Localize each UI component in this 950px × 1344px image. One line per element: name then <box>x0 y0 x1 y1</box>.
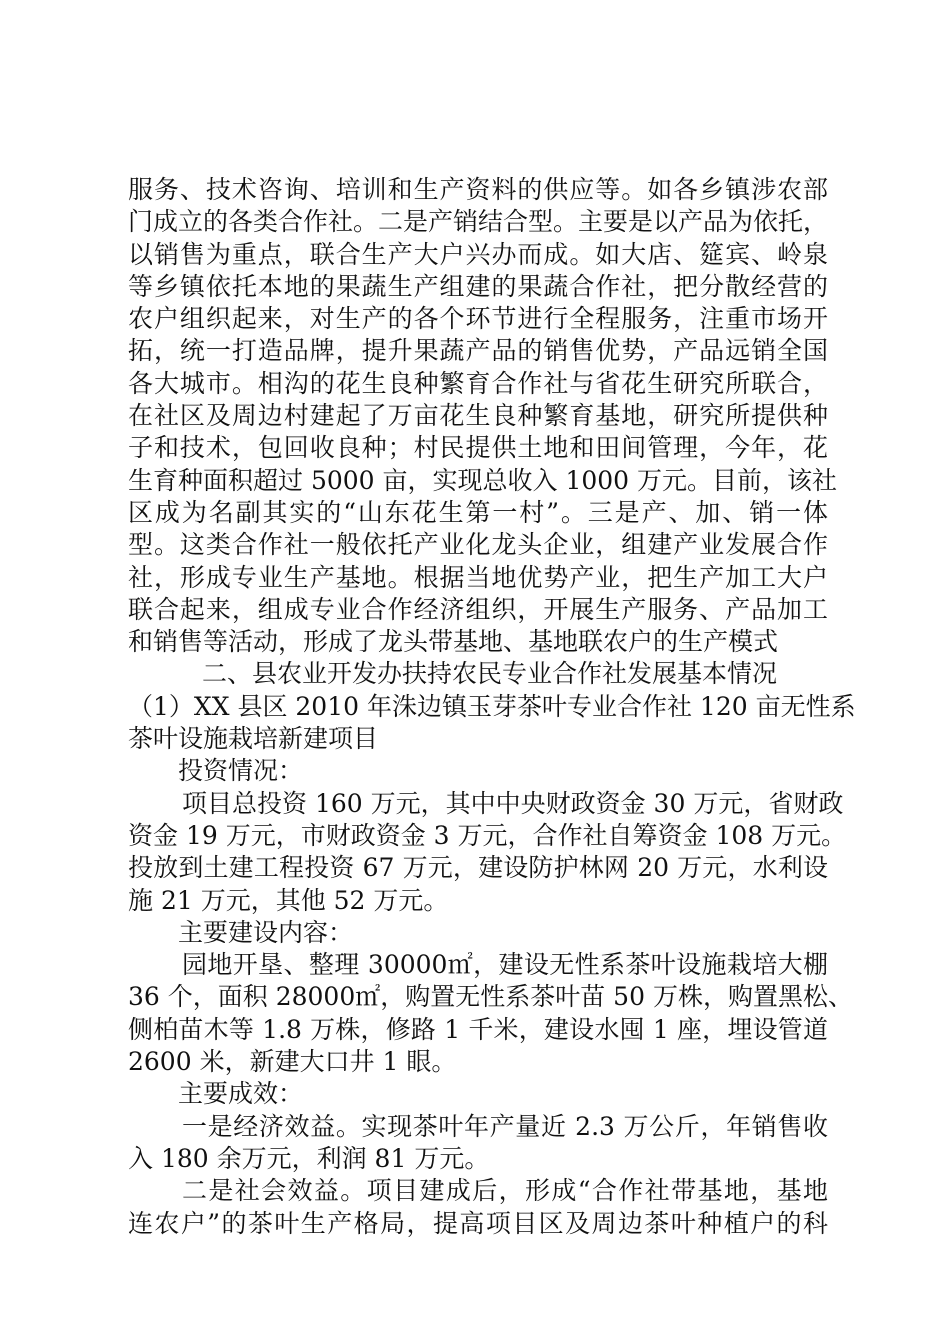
text-line: 子和技术，包回收良种；村民提供土地和田间管理，今年，花 <box>128 433 828 463</box>
text-line: 区成为名副其实的“山东花生第一村”。三是产、加、销一体 <box>128 497 828 527</box>
text-line: 二是社会效益。项目建成后，形成“合作社带基地，基地 <box>182 1176 828 1206</box>
text-line: 在社区及周边村建起了万亩花生良种繁育基地，研究所提供种 <box>128 401 828 431</box>
text-line: 以销售为重点，联合生产大户兴办而成。如大店、筵宾、岭泉 <box>128 239 828 269</box>
text-line: 生育种面积超过 5000 亩，实现总收入 1000 万元。目前，该社 <box>128 465 838 495</box>
text-line: 资金 19 万元，市财政资金 3 万元，合作社自筹资金 108 万元。 <box>128 820 847 850</box>
text-line: 农户组织起来，对生产的各个环节进行全程服务，注重市场开 <box>128 304 828 334</box>
text-line: 二、县农业开发办扶持农民专业合作社发展基本情况 <box>202 659 778 689</box>
text-line: 2600 米，新建大口井 1 眼。 <box>128 1047 457 1077</box>
text-line: 拓，统一打造品牌，提升果蔬产品的销售优势，产品远销全国 <box>128 336 828 366</box>
text-line: 36 个，面积 28000㎡，购置无性系茶叶苗 50 万株，购置黑松、 <box>128 982 853 1012</box>
text-line: 各大城市。相沟的花生良种繁育合作社与省花生研究所联合， <box>128 368 828 398</box>
text-line: 项目总投资 160 万元，其中中央财政资金 30 万元，省财政 <box>182 788 844 818</box>
text-line: 入 180 余万元，利润 81 万元。 <box>128 1143 490 1173</box>
text-line: 服务、技术咨询、培训和生产资料的供应等。如各乡镇涉农部 <box>128 175 828 204</box>
text-line: 主要建设内容： <box>178 917 354 947</box>
text-line: 社，形成专业生产基地。根据当地优势产业，把生产加工大户 <box>128 562 828 592</box>
text-line: 型。这类合作社一般依托产业化龙头企业，组建产业发展合作 <box>128 530 828 560</box>
text-line: 茶叶设施栽培新建项目 <box>128 724 379 754</box>
text-line: 主要成效： <box>178 1079 304 1109</box>
text-line: （1）XX 县区 2010 年洙边镇玉芽茶叶专业合作社 120 亩无性系 <box>128 691 856 721</box>
text-line: 和销售等活动，形成了龙头带基地、基地联农户的生产模式 <box>128 627 779 657</box>
text-line: 投资情况： <box>178 756 304 786</box>
document-body <box>128 174 856 1240</box>
text-line: 园地开垦、整理 30000㎡，建设无性系茶叶设施栽培大棚 <box>182 950 828 980</box>
text-line: 一是经济效益。实现茶叶年产量近 2.3 万公斤，年销售收 <box>182 1111 828 1141</box>
text-line: 施 21 万元，其他 52 万元。 <box>128 885 449 915</box>
text-line: 等乡镇依托本地的果蔬生产组建的果蔬合作社，把分散经营的 <box>128 271 828 301</box>
text-line: 连农户”的茶叶生产格局，提高项目区及周边茶叶种植户的科 <box>128 1208 828 1238</box>
text-line: 门成立的各类合作社。二是产销结合型。主要是以产品为依托， <box>128 207 829 237</box>
text-line: 侧柏苗木等 1.8 万株，修路 1 千米，建设水囤 1 座，埋设管道 <box>128 1014 828 1044</box>
text-line: 投放到土建工程投资 67 万元，建设防护林网 20 万元，水利设 <box>128 853 828 883</box>
text-line: 联合起来，组成专业合作经济组织，开展生产服务、产品加工 <box>128 594 828 624</box>
